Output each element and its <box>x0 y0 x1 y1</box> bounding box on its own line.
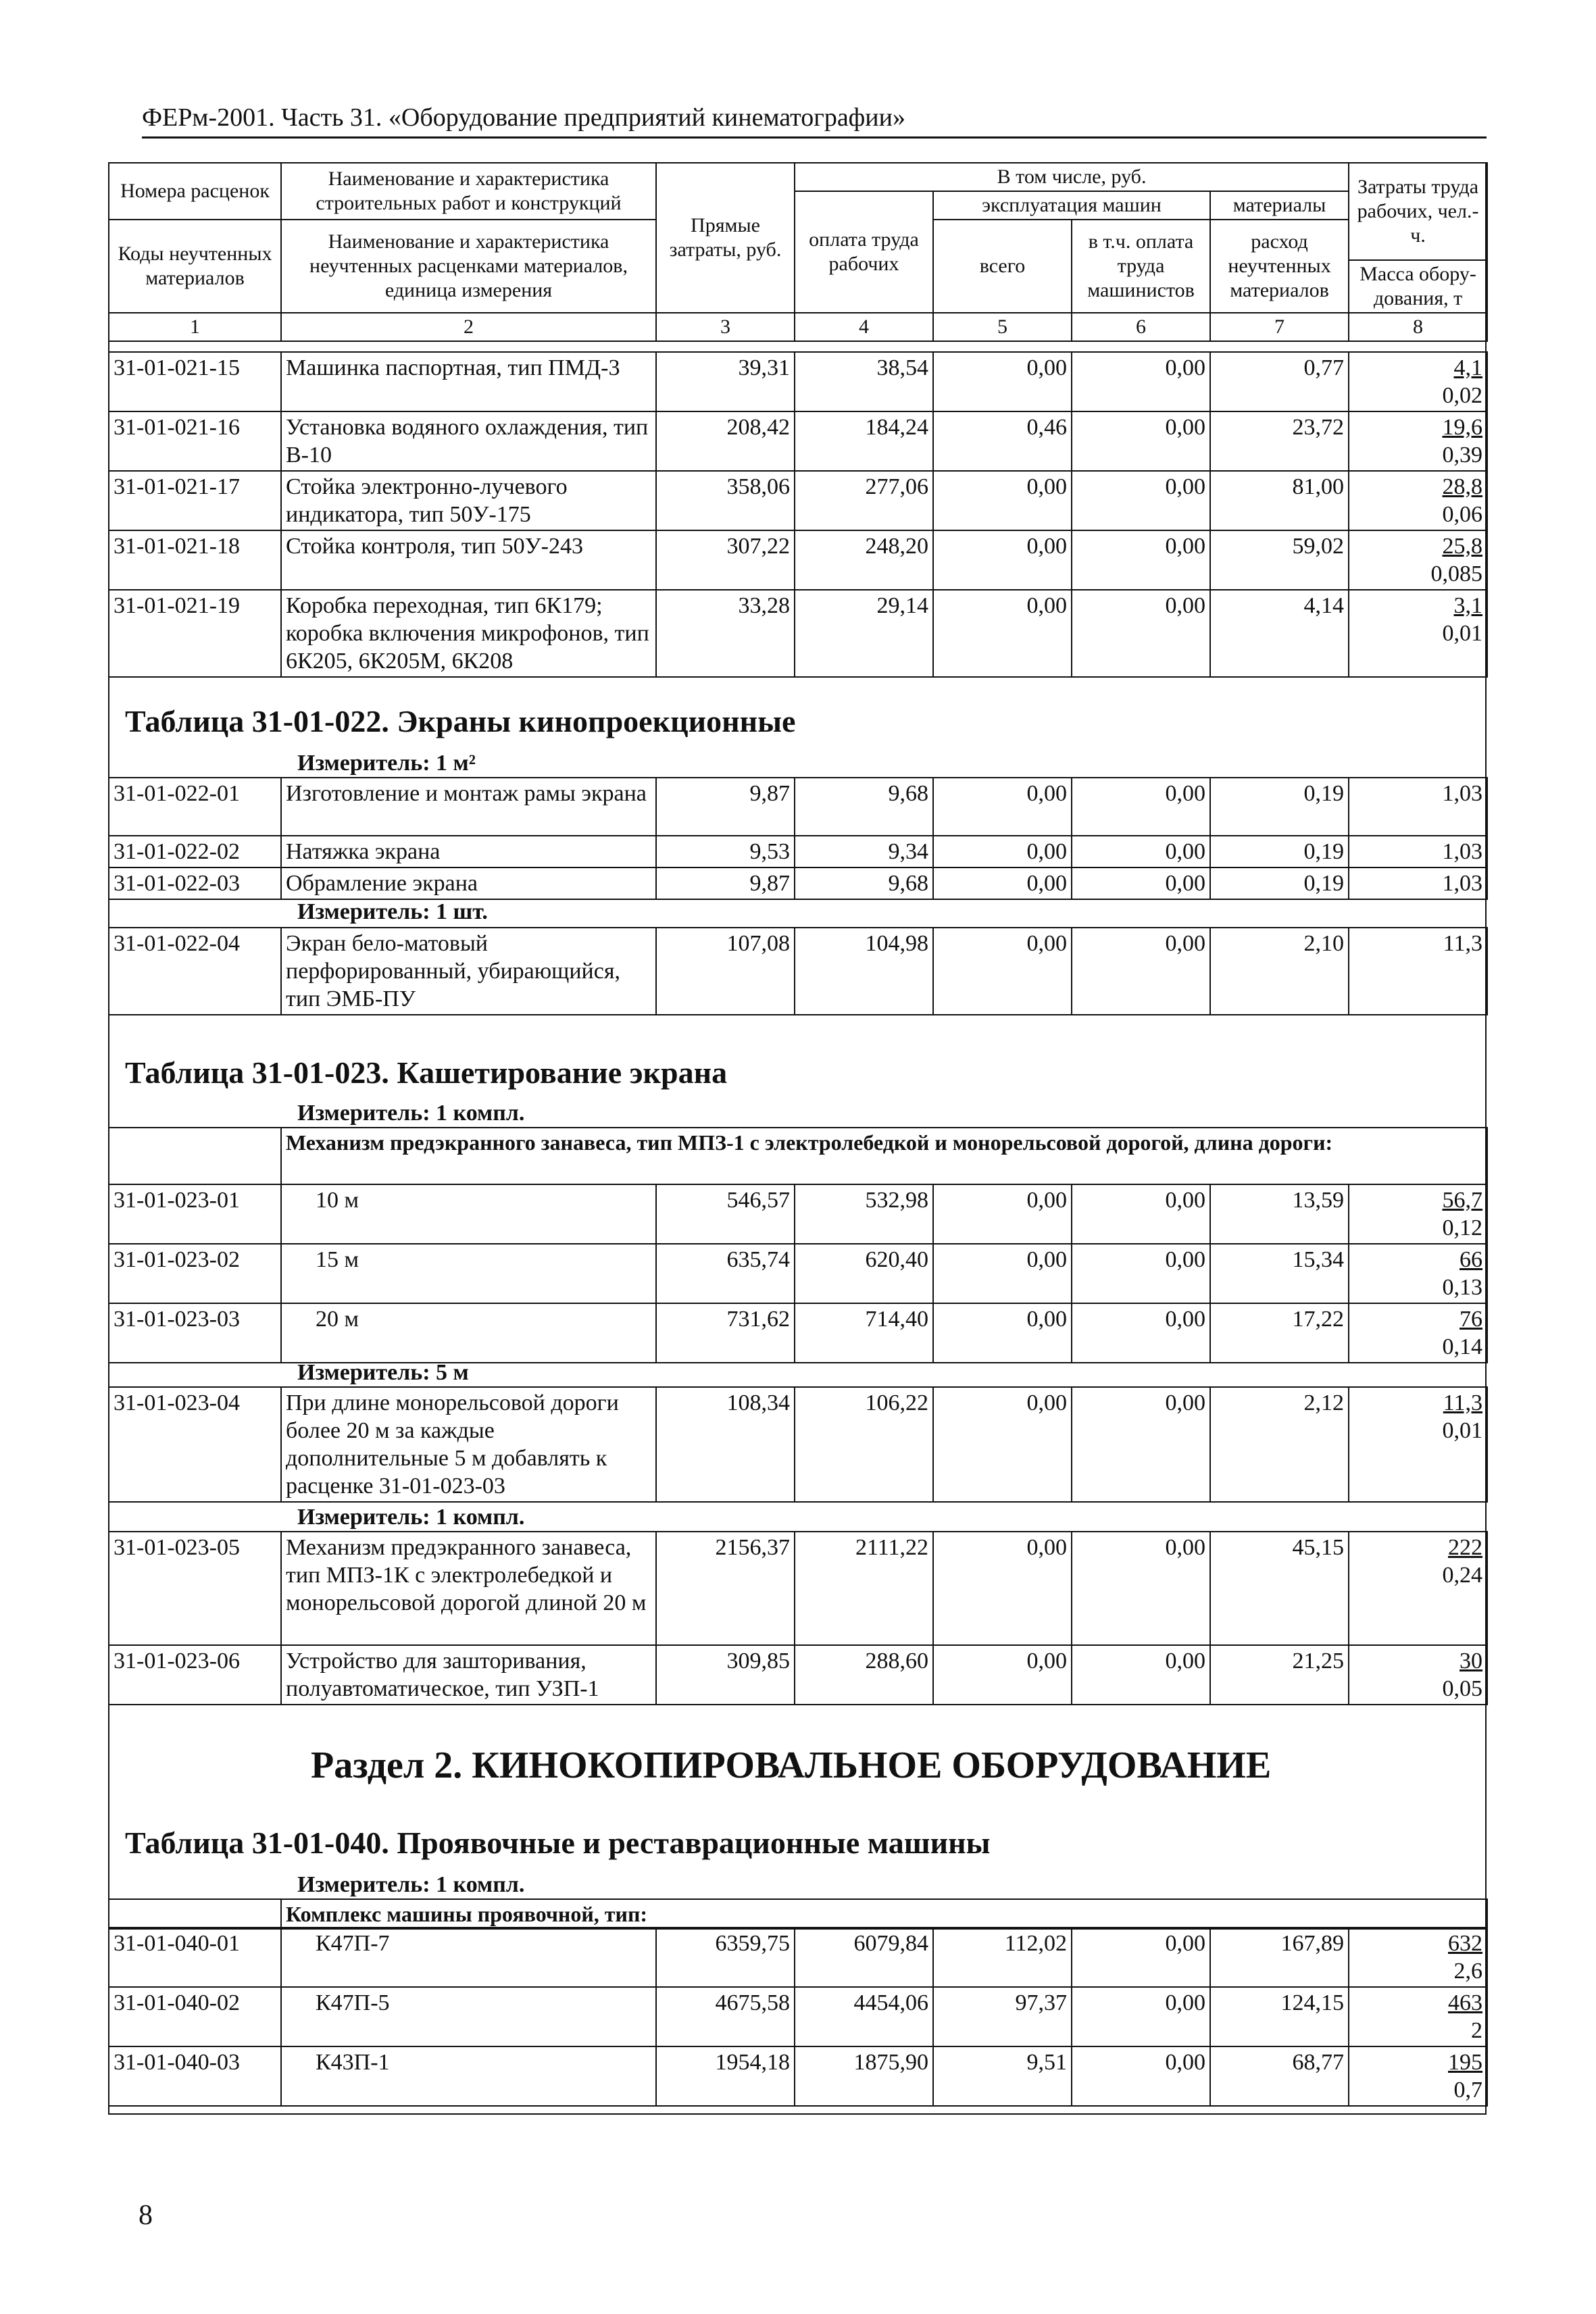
col-codes-header: Номера расценок <box>109 163 281 220</box>
machines-total: 0,00 <box>933 471 1072 530</box>
col-num-4: 4 <box>795 313 933 341</box>
worker-pay: 9,68 <box>795 867 933 899</box>
direct-cost: 9,87 <box>656 778 795 836</box>
labor-hours: 56,7 <box>1442 1188 1482 1213</box>
machinist-pay: 0,00 <box>1072 778 1210 836</box>
machinist-pay: 0,00 <box>1072 928 1210 1015</box>
labor-hours-cell <box>1349 2046 1487 2106</box>
labor-hours-cell <box>1349 1184 1487 1244</box>
rate-code: 31-01-023-03 <box>109 1303 281 1363</box>
equipment-mass: 0,06 <box>1442 502 1482 527</box>
labor-hours: 30 <box>1460 1649 1482 1674</box>
machines-total: 0,00 <box>933 352 1072 411</box>
machinist-pay: 0,00 <box>1072 411 1210 471</box>
machinist-pay: 0,00 <box>1072 1532 1210 1645</box>
direct-cost: 358,06 <box>656 471 795 530</box>
col-num-5: 5 <box>933 313 1072 341</box>
rate-name: Стойка контроля, тип 50У-243 <box>281 530 656 590</box>
table-023-rows-1 <box>108 1184 1488 1363</box>
machinist-pay: 0,00 <box>1072 1303 1210 1363</box>
equipment-mass: 0,39 <box>1442 443 1482 468</box>
labor-hours-cell <box>1349 1244 1487 1303</box>
machines-total: 97,37 <box>933 1987 1072 2046</box>
table-022-measure-2: Измеритель: 1 шт. <box>297 899 488 924</box>
machines-total: 0,00 <box>933 590 1072 677</box>
table-040-rows-1 <box>108 1927 1488 2107</box>
labor-hours-cell <box>1349 1987 1487 2046</box>
materials: 0,19 <box>1210 836 1349 867</box>
table-row <box>109 928 1487 1015</box>
worker-pay: 532,98 <box>795 1184 933 1244</box>
worker-pay: 277,06 <box>795 471 933 530</box>
rate-code: 31-01-022-03 <box>109 867 281 899</box>
direct-cost: 208,42 <box>656 411 795 471</box>
direct-cost: 39,31 <box>656 352 795 411</box>
table-040-title: Таблица 31-01-040. Проявочные и реставрационные машины <box>125 1826 991 1860</box>
table-row <box>109 590 1487 677</box>
machinist-pay: 0,00 <box>1072 1387 1210 1502</box>
machinist-pay: 0,00 <box>1072 867 1210 899</box>
table-row <box>109 411 1487 471</box>
labor-hours: 222 <box>1448 1535 1482 1560</box>
materials: 0,77 <box>1210 352 1349 411</box>
materials: 167,89 <box>1210 1928 1349 1987</box>
worker-pay: 9,68 <box>795 778 933 836</box>
labor-hours-cell <box>1349 530 1487 590</box>
materials: 124,15 <box>1210 1987 1349 2046</box>
rate-name: Устройство для зашторивания, полуавтоматическое, тип УЗП-1 <box>281 1645 656 1705</box>
materials: 15,34 <box>1210 1244 1349 1303</box>
labor-hours: 1,03 <box>1442 839 1482 864</box>
labor-hours: 25,8 <box>1442 534 1482 559</box>
direct-cost: 731,62 <box>656 1303 795 1363</box>
table-row <box>109 1244 1487 1303</box>
rate-code: 31-01-040-01 <box>109 1928 281 1987</box>
materials: 2,12 <box>1210 1387 1349 1502</box>
table-023-measure-2: Измеритель: 5 м <box>297 1360 469 1385</box>
worker-pay: 4454,06 <box>795 1987 933 2046</box>
labor-hours-cell <box>1349 471 1487 530</box>
machines-total: 0,00 <box>933 1303 1072 1363</box>
machines-total: 0,00 <box>933 1532 1072 1645</box>
direct-cost: 107,08 <box>656 928 795 1015</box>
labor-hours-cell <box>1349 928 1487 1015</box>
labor-hours-cell <box>1349 411 1487 471</box>
worker-pay: 106,22 <box>795 1387 933 1502</box>
worker-pay: 2111,22 <box>795 1532 933 1645</box>
direct-cost: 635,74 <box>656 1244 795 1303</box>
worker-pay: 29,14 <box>795 590 933 677</box>
equipment-mass: 0,02 <box>1442 383 1482 408</box>
rate-name: При длине монорельсовой дороги более 20 м за каждые дополнительные 5 м добавлять к расценке 31-01-023-03 <box>281 1387 656 1502</box>
col-unaccounted-name-header: Наименование и характеристика неучтенных расценками материалов, единица измерения <box>281 220 656 313</box>
rate-code: 31-01-022-04 <box>109 928 281 1015</box>
labor-hours-cell <box>1349 778 1487 836</box>
materials: 4,14 <box>1210 590 1349 677</box>
group-code-cell <box>109 1128 281 1184</box>
rate-code: 31-01-040-03 <box>109 2046 281 2106</box>
rate-name: 10 м <box>281 1184 656 1244</box>
col-num-3: 3 <box>656 313 795 341</box>
col-num-1: 1 <box>109 313 281 341</box>
table-row <box>109 1184 1487 1244</box>
machinist-pay: 0,00 <box>1072 1184 1210 1244</box>
table-022-rows-2 <box>108 927 1488 1015</box>
equipment-mass: 0,7 <box>1453 2078 1482 2103</box>
machines-total: 0,00 <box>933 530 1072 590</box>
col-name-header: Наименование и характеристика строительных работ и конструкций <box>281 163 656 220</box>
rate-name: Коробка переходная, тип 6К179; коробка включения микрофонов, тип 6К205, 6К205М, 6К208 <box>281 590 656 677</box>
rate-name: Натяжка экрана <box>281 836 656 867</box>
column-header-table <box>108 162 1488 342</box>
group-processor-label: Комплекс машины проявочной, тип: <box>281 1899 1487 1929</box>
machinist-pay: 0,00 <box>1072 1987 1210 2046</box>
table-row <box>109 1928 1487 1987</box>
worker-pay: 620,40 <box>795 1244 933 1303</box>
page-number: 8 <box>139 2200 153 2231</box>
rate-name: Механизм предэкранного занавеса, тип МПЗ-1К с электролебедкой и монорельсовой дорогой длиной 20 м <box>281 1532 656 1645</box>
labor-hours: 195 <box>1448 2050 1482 2075</box>
rate-name: Обрамление экрана <box>281 867 656 899</box>
rate-code: 31-01-023-01 <box>109 1184 281 1244</box>
labor-hours-cell <box>1349 1532 1487 1645</box>
col-num-8: 8 <box>1349 313 1487 341</box>
labor-hours: 632 <box>1448 1931 1482 1956</box>
rate-name: Установка водяного охлаждения, тип В-10 <box>281 411 656 471</box>
rate-code: 31-01-021-18 <box>109 530 281 590</box>
machines-total: 0,00 <box>933 1387 1072 1502</box>
labor-hours: 11,3 <box>1443 1390 1482 1415</box>
labor-hours-cell <box>1349 836 1487 867</box>
equipment-mass: 0,24 <box>1442 1563 1482 1588</box>
table-022-measure-1: Измеритель: 1 м² <box>297 751 476 776</box>
section-2-title: Раздел 2. КИНОКОПИРОВАЛЬНОЕ ОБОРУДОВАНИЕ <box>311 1744 1272 1786</box>
rate-code: 31-01-021-19 <box>109 590 281 677</box>
rate-code: 31-01-023-04 <box>109 1387 281 1502</box>
col-num-7: 7 <box>1210 313 1349 341</box>
direct-cost: 546,57 <box>656 1184 795 1244</box>
materials: 23,72 <box>1210 411 1349 471</box>
rate-code: 31-01-021-16 <box>109 411 281 471</box>
table-row <box>109 836 1487 867</box>
col-labor-hours-header: Затраты труда рабочих, чел.-ч. <box>1349 163 1487 260</box>
rate-name: К47П-5 <box>281 1987 656 2046</box>
worker-pay: 184,24 <box>795 411 933 471</box>
machinist-pay: 0,00 <box>1072 352 1210 411</box>
labor-hours: 3,1 <box>1453 593 1482 618</box>
machinist-pay: 0,00 <box>1072 1244 1210 1303</box>
labor-hours: 463 <box>1448 1990 1482 2015</box>
materials: 2,10 <box>1210 928 1349 1015</box>
col-machines-total-header: всего <box>933 220 1072 313</box>
machines-total: 112,02 <box>933 1928 1072 1987</box>
machines-total: 0,00 <box>933 1184 1072 1244</box>
table-022-rows-1 <box>108 777 1488 900</box>
direct-cost: 6359,75 <box>656 1928 795 1987</box>
table-row <box>109 867 1487 899</box>
machines-total: 0,00 <box>933 1645 1072 1705</box>
machinist-pay: 0,00 <box>1072 1645 1210 1705</box>
table-row <box>109 1303 1487 1363</box>
machinist-pay: 0,00 <box>1072 2046 1210 2106</box>
group-machines-header: эксплуатация машин <box>933 191 1210 220</box>
rate-code: 31-01-023-05 <box>109 1532 281 1645</box>
materials: 21,25 <box>1210 1645 1349 1705</box>
col-mass-header: Масса обору-дования, т <box>1349 260 1487 313</box>
labor-hours: 1,03 <box>1442 781 1482 806</box>
direct-cost: 307,22 <box>656 530 795 590</box>
table-023-group <box>108 1127 1488 1185</box>
machinist-pay: 0,00 <box>1072 471 1210 530</box>
rate-name: Экран бело-матовый перфорированный, убирающийся, тип ЭМБ-ПУ <box>281 928 656 1015</box>
direct-cost: 309,85 <box>656 1645 795 1705</box>
labor-hours-cell <box>1349 867 1487 899</box>
machines-total: 0,00 <box>933 836 1072 867</box>
rate-name: Изготовление и монтаж рамы экрана <box>281 778 656 836</box>
equipment-mass: 0,05 <box>1442 1676 1482 1701</box>
col-machinist-pay-header: в т.ч. оплата труда машинистов <box>1072 220 1210 313</box>
equipment-mass: 0,01 <box>1442 621 1482 646</box>
rate-name: 20 м <box>281 1303 656 1363</box>
table-row <box>109 2046 1487 2106</box>
table-023-rows-3 <box>108 1531 1488 1705</box>
materials: 45,15 <box>1210 1532 1349 1645</box>
rate-code: 31-01-022-02 <box>109 836 281 867</box>
table-023-measure-3: Измеритель: 1 компл. <box>297 1505 525 1530</box>
rate-name: Стойка электронно-лучевого индикатора, тип 50У-175 <box>281 471 656 530</box>
worker-pay: 9,34 <box>795 836 933 867</box>
table-040-measure-1: Измеритель: 1 компл. <box>297 1872 525 1897</box>
machines-total: 0,00 <box>933 778 1072 836</box>
machinist-pay: 0,00 <box>1072 836 1210 867</box>
materials: 0,19 <box>1210 778 1349 836</box>
materials: 13,59 <box>1210 1184 1349 1244</box>
labor-hours: 19,6 <box>1442 415 1482 440</box>
materials: 81,00 <box>1210 471 1349 530</box>
table-row <box>109 1987 1487 2046</box>
equipment-mass: 2,6 <box>1453 1959 1482 1984</box>
rate-name: 15 м <box>281 1244 656 1303</box>
machines-total: 0,46 <box>933 411 1072 471</box>
labor-hours: 66 <box>1460 1247 1482 1272</box>
group-code-cell <box>109 1899 281 1929</box>
table-row <box>109 530 1487 590</box>
group-mpz1-label: Механизм предэкранного занавеса, тип МПЗ-1 с электролебедкой и монорельсовой дорогой, длина дороги: <box>281 1128 1487 1184</box>
rate-code: 31-01-022-01 <box>109 778 281 836</box>
col-materials-header: расход неучтенных материалов <box>1210 220 1349 313</box>
table-023-rows-2 <box>108 1386 1488 1503</box>
materials: 59,02 <box>1210 530 1349 590</box>
rate-name: К47П-7 <box>281 1928 656 1987</box>
labor-hours-cell <box>1349 1928 1487 1987</box>
labor-hours-cell <box>1349 1387 1487 1502</box>
direct-cost: 2156,37 <box>656 1532 795 1645</box>
direct-cost: 33,28 <box>656 590 795 677</box>
direct-cost: 1954,18 <box>656 2046 795 2106</box>
rate-code: 31-01-021-17 <box>109 471 281 530</box>
direct-cost: 9,53 <box>656 836 795 867</box>
table-021-rows <box>108 351 1488 678</box>
col-num-2: 2 <box>281 313 656 341</box>
machinist-pay: 0,00 <box>1072 1928 1210 1987</box>
table-023-measure-1: Измеритель: 1 компл. <box>297 1101 525 1126</box>
machines-total: 0,00 <box>933 1244 1072 1303</box>
labor-hours-cell <box>1349 352 1487 411</box>
equipment-mass: 2 <box>1471 2018 1482 2043</box>
col-direct-header: Прямые затраты, руб. <box>656 163 795 313</box>
group-materials-header: материалы <box>1210 191 1349 220</box>
worker-pay: 1875,90 <box>795 2046 933 2106</box>
machines-total: 0,00 <box>933 867 1072 899</box>
worker-pay: 288,60 <box>795 1645 933 1705</box>
machines-total: 9,51 <box>933 2046 1072 2106</box>
labor-hours: 4,1 <box>1453 355 1482 380</box>
materials: 68,77 <box>1210 2046 1349 2106</box>
worker-pay: 714,40 <box>795 1303 933 1363</box>
rate-code: 31-01-021-15 <box>109 352 281 411</box>
materials: 17,22 <box>1210 1303 1349 1363</box>
equipment-mass: 0,085 <box>1430 561 1482 586</box>
equipment-mass: 0,14 <box>1442 1334 1482 1359</box>
labor-hours: 11,3 <box>1443 931 1482 956</box>
labor-hours: 76 <box>1460 1307 1482 1332</box>
worker-pay: 38,54 <box>795 352 933 411</box>
labor-hours: 28,8 <box>1442 474 1482 499</box>
table-row <box>109 778 1487 836</box>
rate-code: 31-01-023-02 <box>109 1244 281 1303</box>
machines-total: 0,00 <box>933 928 1072 1015</box>
group-included-header: В том числе, руб. <box>795 163 1349 191</box>
page-header: ФЕРм-2001. Часть 31. «Оборудование предприятий кинематографии» <box>142 101 1487 139</box>
labor-hours-cell <box>1349 1645 1487 1705</box>
direct-cost: 108,34 <box>656 1387 795 1502</box>
direct-cost: 4675,58 <box>656 1987 795 2046</box>
direct-cost: 9,87 <box>656 867 795 899</box>
machinist-pay: 0,00 <box>1072 530 1210 590</box>
labor-hours: 1,03 <box>1442 871 1482 896</box>
table-row <box>109 1387 1487 1502</box>
col-unaccounted-codes-header: Коды неучтенных материалов <box>109 220 281 313</box>
equipment-mass: 0,12 <box>1442 1215 1482 1240</box>
worker-pay: 6079,84 <box>795 1928 933 1987</box>
rate-code: 31-01-040-02 <box>109 1987 281 2046</box>
rate-code: 31-01-023-06 <box>109 1645 281 1705</box>
table-022-title: Таблица 31-01-022. Экраны кинопроекционные <box>125 704 796 738</box>
equipment-mass: 0,01 <box>1442 1418 1482 1443</box>
worker-pay: 248,20 <box>795 530 933 590</box>
table-row <box>109 471 1487 530</box>
table-row <box>109 1532 1487 1645</box>
rate-name: К43П-1 <box>281 2046 656 2106</box>
machinist-pay: 0,00 <box>1072 590 1210 677</box>
table-row <box>109 352 1487 411</box>
table-row <box>109 1645 1487 1705</box>
worker-pay: 104,98 <box>795 928 933 1015</box>
labor-hours-cell <box>1349 1303 1487 1363</box>
equipment-mass: 0,13 <box>1442 1275 1482 1300</box>
col-num-6: 6 <box>1072 313 1210 341</box>
labor-hours-cell <box>1349 590 1487 677</box>
table-040-group <box>108 1898 1488 1930</box>
materials: 0,19 <box>1210 867 1349 899</box>
col-worker-pay-header: оплата труда рабочих <box>795 191 933 313</box>
rate-name: Машинка паспортная, тип ПМД-3 <box>281 352 656 411</box>
table-023-title: Таблица 31-01-023. Кашетирование экрана <box>125 1055 728 1090</box>
